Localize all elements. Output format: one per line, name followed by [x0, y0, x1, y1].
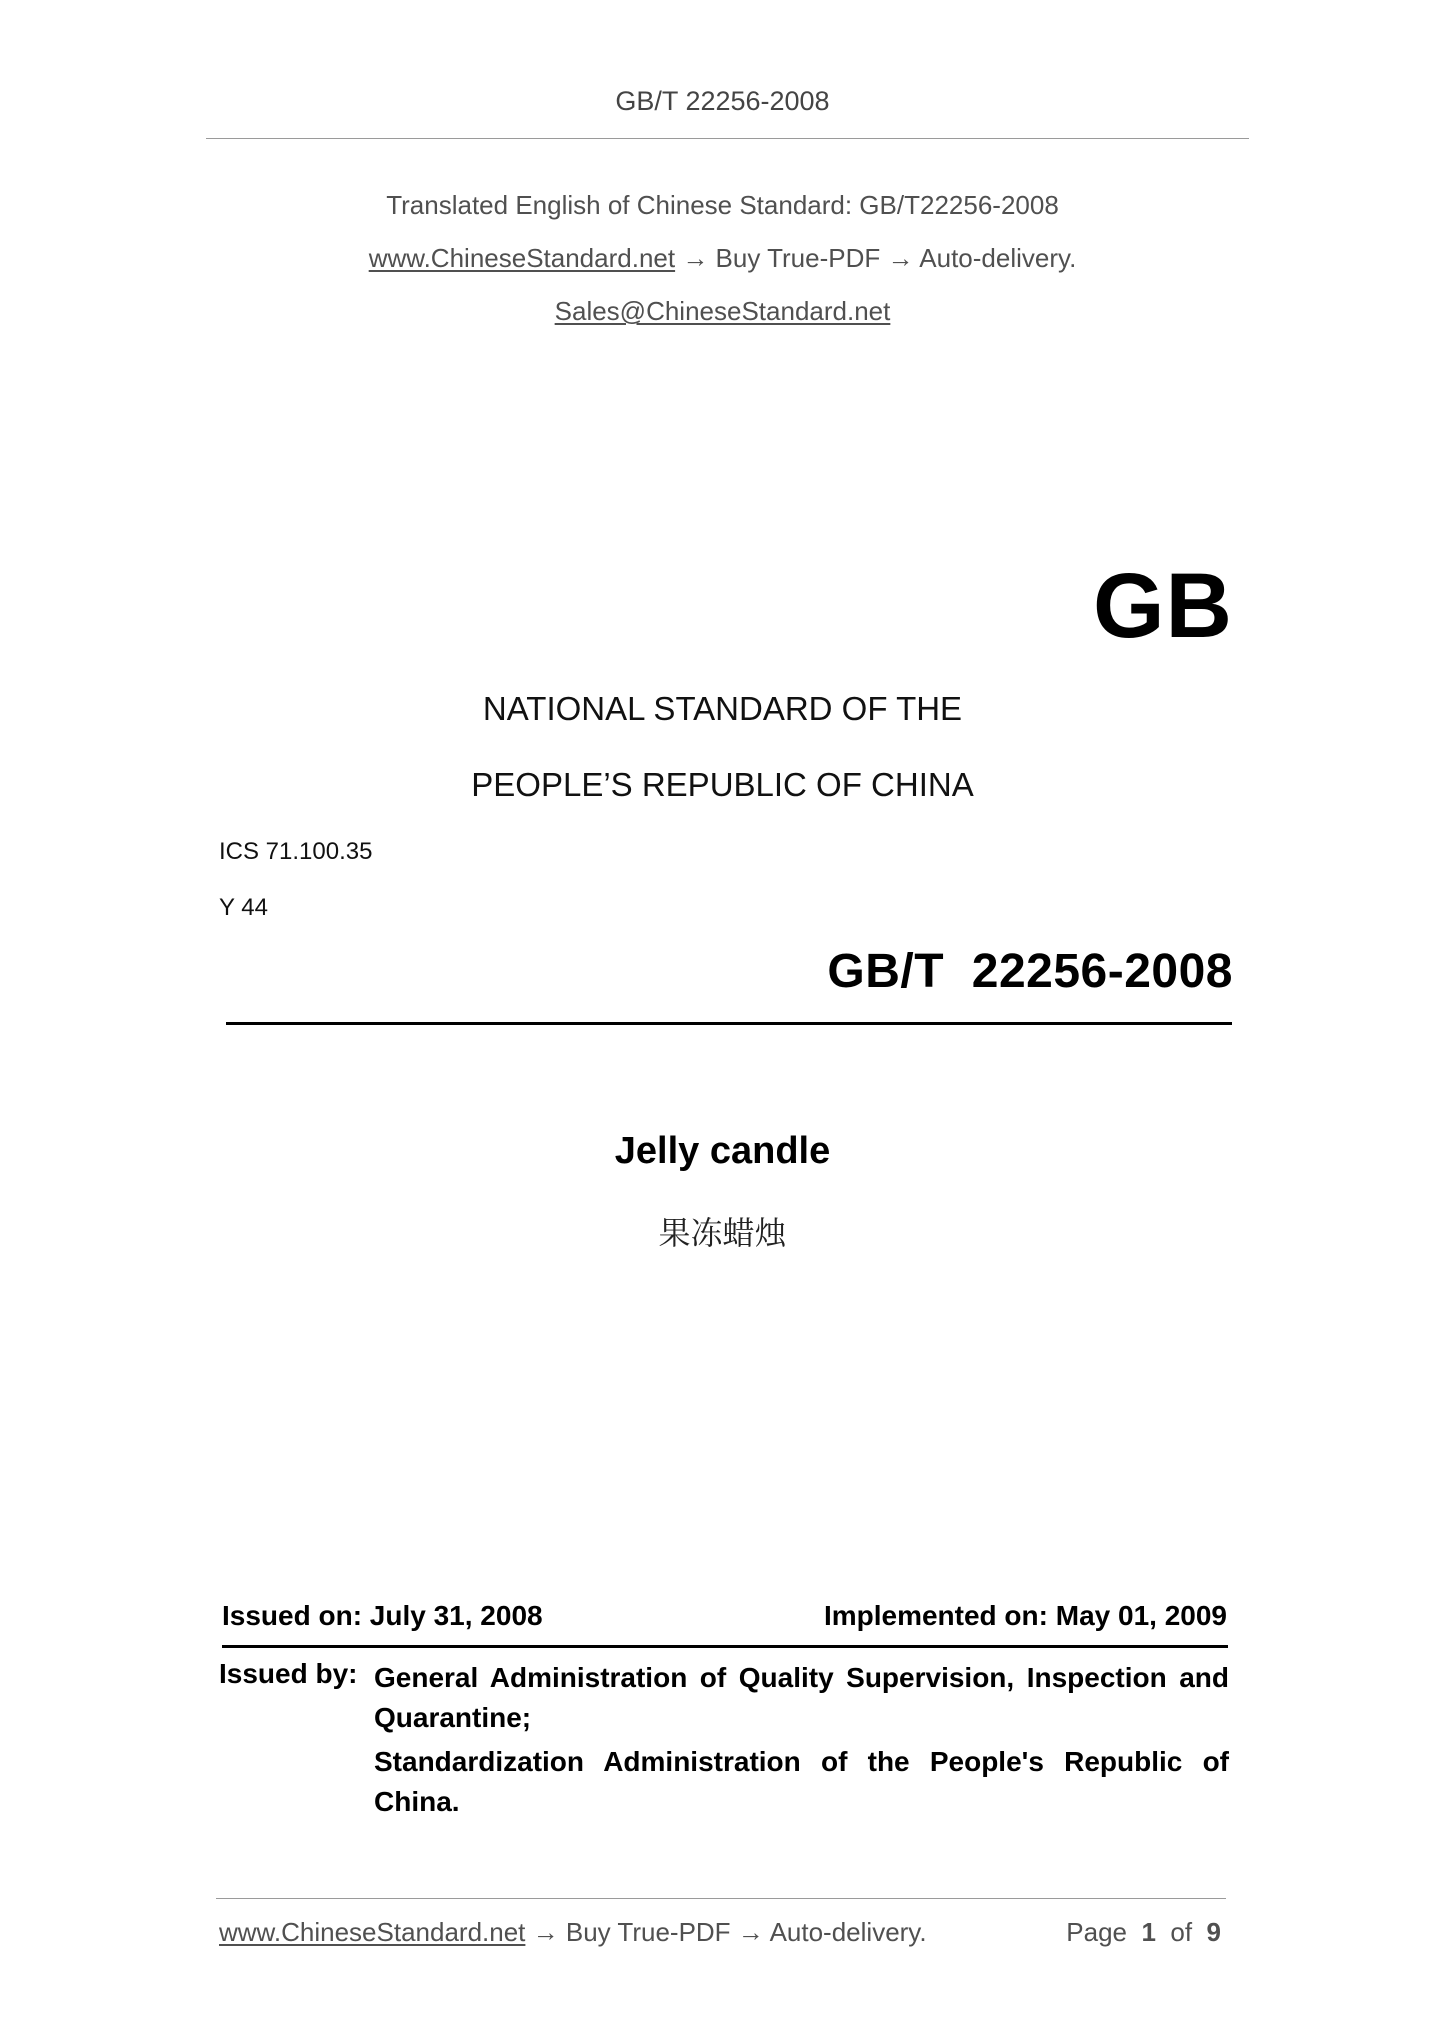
issuer-aqsiq: General Administration of Quality Supervision, Inspection and Quarantine;	[374, 1662, 1229, 1733]
issued-by-label: Issued by:	[219, 1658, 358, 1689]
standard-number-rule	[226, 1022, 1232, 1025]
page-current: 1	[1141, 1917, 1156, 1947]
purchase-notice-text: → Buy True-PDF → Auto-delivery.	[675, 243, 1077, 273]
standard-number: GB/T 22256-2008	[827, 945, 1233, 998]
translation-notice: Translated English of Chinese Standard: GB/T22256-2008	[386, 190, 1059, 220]
of-word: of	[1170, 1917, 1193, 1947]
ccs-code: Y 44	[219, 894, 268, 921]
page-total: 9	[1206, 1917, 1221, 1947]
site-link[interactable]: www.ChineseStandard.net	[368, 243, 676, 273]
footer-purchase-text: → Buy True-PDF → Auto-delivery.	[525, 1917, 927, 1947]
running-header: GB/T 22256-2008	[615, 86, 830, 116]
header-rule	[206, 138, 1249, 139]
page-indicator	[1066, 1917, 1221, 1948]
footer-site-link[interactable]: www.ChineseStandard.net	[219, 1917, 526, 1947]
footer-rule	[216, 1898, 1226, 1899]
issued-on-date: Issued on: July 31, 2008	[222, 1600, 543, 1631]
title-chinese: 果冻蜡烛	[658, 1215, 787, 1251]
national-standard-heading-line1: NATIONAL STANDARD OF THE	[482, 690, 963, 727]
email-link[interactable]: Sales@ChineseStandard.net	[554, 296, 891, 326]
implemented-on-date: Implemented on: May 01, 2009	[823, 1600, 1227, 1631]
national-standard-heading-line2: PEOPLE’S REPUBLIC OF CHINA	[471, 766, 974, 803]
gb-mark: GB	[1093, 555, 1233, 657]
title-english: Jelly candle	[614, 1130, 831, 1172]
page-word: Page	[1066, 1917, 1128, 1947]
footer-purchase-notice	[219, 1917, 927, 1948]
email-line	[0, 296, 1445, 327]
issue-info-rule	[222, 1645, 1228, 1648]
ics-code: ICS 71.100.35	[219, 838, 373, 865]
issuer-sac: Standardization Administration of the People's Republic of China.	[374, 1746, 1229, 1817]
purchase-notice	[0, 243, 1445, 274]
